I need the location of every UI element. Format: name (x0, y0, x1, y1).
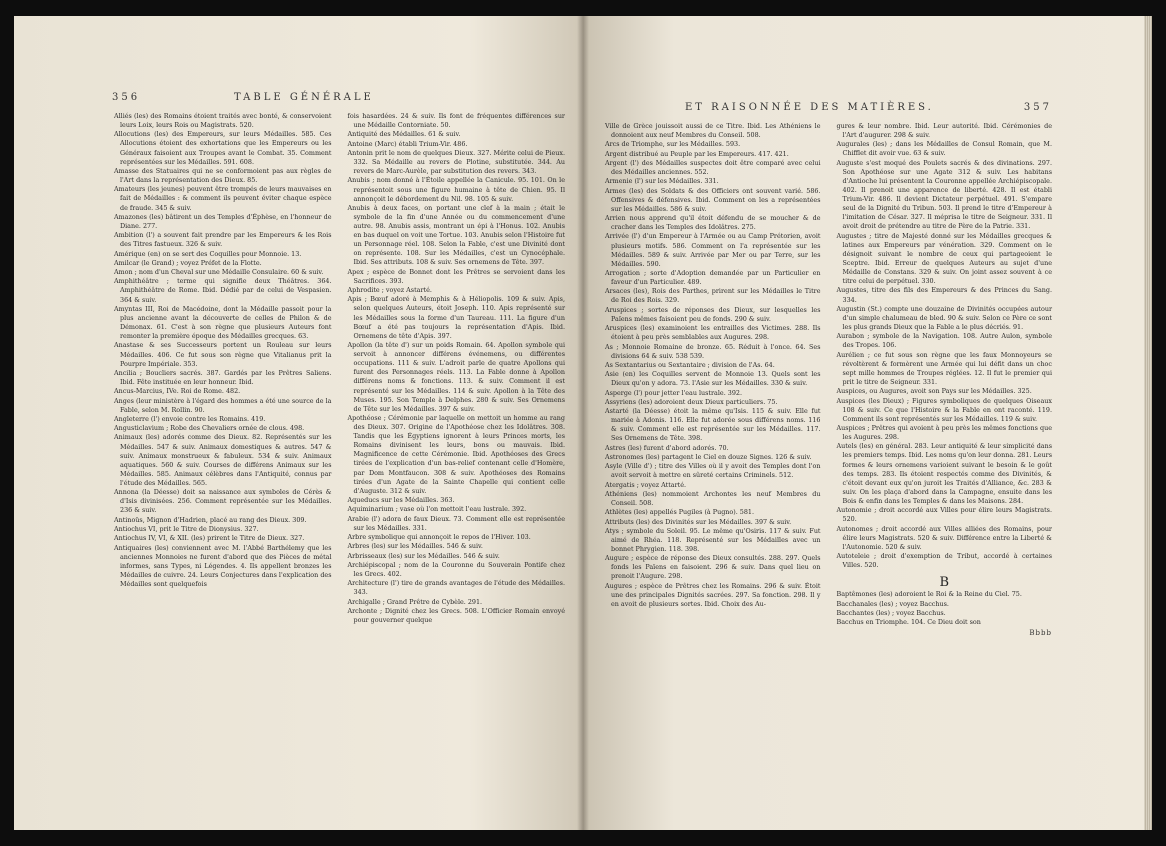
index-entry: Amphithéâtre ; terme qui signifie deux Théâtres. 364. Amphithéâtre de Rome. Ibid. Dédié par de celui de Vespasien. 364 & suiv. (114, 277, 332, 304)
index-entry: Baptêmones (les) adoroient le Roi & la Reine du Ciel. 75. (836, 590, 1022, 599)
index-entry: Amilcar (le Grand) ; voyez Préfet de la Flotte. (114, 258, 262, 267)
index-entry: Antiochus VI, prit le Titre de Dionysius. 327. (114, 524, 259, 533)
index-entry: Astarté (la Déesse) étoit la même qu'Isis. 115 & suiv. Elle fut mariée à Adonis. 116. Elle fut adorée sous différens noms. 116 & suiv. Comment elle est représentée sur les Médailles. 117. Ses Ornemens de Tête. 398. (605, 407, 821, 443)
index-entry: Amon ; nom d'un Cheval sur une Médaille Consulaire. 60 & suiv. (114, 268, 324, 277)
book-spread (14, 16, 1152, 830)
index-entry: Autonomes ; droit accordé aux Villes alliées des Romains, pour élire leurs Magistrats. 520 & suiv. Différence entre la Liberté & l'Autonomie. 520 & suiv. (836, 524, 1052, 551)
index-entry: Asie (en) les Coquilles servent de Monnoie 13. Quels sont les Dieux qu'on y adora. 73. l'Asie sur les Médailles. 330 & suiv. (605, 370, 821, 388)
index-entry: Anubis ; nom donné à l'Étoile appellée la Canicule. 95. 101. On le représentoit sous une figure humaine à tête de Chien. 95. Il annonçoit le débordement du Nil. 98. 105 & suiv. (347, 176, 565, 203)
left-page-number: 356 (112, 92, 141, 103)
index-entry: Arsaces (les), Rois des Parthes, prirent sur les Médailles le Titre de Roi des Rois. 329. (605, 287, 821, 305)
index-entry: Arbrisseaux (les) sur les Médailles. 546 & suiv. (347, 551, 500, 560)
index-entry: Bacchus en Triomphe. 104. Ce Dieu doit son (836, 618, 981, 627)
index-entry: Athéniens (les) nommoient Archontes les neuf Membres du Conseil. 508. (605, 489, 821, 507)
index-entry: Annona (la Déesse) doit sa naissance aux symboles de Cérès & d'Isis divinisées. 256. Comment représentée sur les Médailles. 236 & suiv. (114, 488, 332, 515)
right-column-2-b-entries (837, 590, 1053, 627)
index-entry: Asyle (Ville d') ; titre des Villes où il y avoit des Temples dont l'on avoit servoit à mettre en sûreté certains Criminels. 512. (605, 462, 821, 480)
index-entry: Angleterre (l') envoie contre les Romains. 419. (114, 414, 266, 423)
index-entry: Augure ; espèce de réponse des Dieux consultés. 288. 297. Quels fonds les Païens en faisoient. 296 & suiv. Dans quel lieu on prenoit l'Augure. 298. (605, 554, 821, 581)
index-entry: Amasse des Statuaires qui ne se conformoient pas aux règles de l'Art dans la représentation des Dieux. 85. (114, 166, 332, 185)
index-entry: Asperge (l') pour jetter l'eau lustrale. 392. (605, 388, 742, 397)
index-entry: Antinoüs, Mignon d'Hadrien, placé au rang des Dieux. 309. (114, 515, 307, 524)
index-entry: Attributs (les) des Divinités sur les Médailles. 397 & suiv. (605, 517, 792, 526)
index-entry: Aurabon ; symbole de la Navigation. 108. Autre Aulon, symbole des Tropes. 106. (836, 332, 1052, 350)
page-edge (1144, 16, 1152, 830)
index-entry: Autoteleie ; droit d'exemption de Tribut, accordé à certaines Villes. 520. (836, 552, 1052, 570)
index-entry: Aphrodite ; voyez Astarté. (347, 286, 432, 295)
index-entry: Argent distribué au Peuple par les Empereurs. 417. 421. (605, 149, 789, 158)
index-entry: Auspices ; Prêtres qui avoient à peu près les mêmes fonctions que les Augures. 298. (836, 423, 1052, 442)
index-entry: Astres (les) furent d'abord adorés. 70. (605, 443, 729, 452)
index-entry: Antonin prit le nom de quelques Dieux. 327. Mérite celui de Pieux. 332. Sa Médaille au revers de Plotine, substitutée. 344. Au revers de Marc-Aurèle, par substitution des revers. 343. (347, 148, 565, 176)
index-entry: Bacchanales (les) ; voyez Bacchus. (836, 599, 949, 608)
index-entry: Ancus-Marcius, IVe. Roi de Rome. 482. (114, 387, 241, 396)
index-entry: Anges (leur ministère à l'égard des hommes a été une source de la Fable, selon M. Rollin. 90. (114, 396, 332, 414)
index-entry: Apollon (la tête d') sur un poids Romain. 64. Apollon symbole qui servoit à annoncer différens événemens, ou différentes occupations. 111 & suiv. L'adroit parle de quatre Apollons qui furent des Personnages réels. 113. La Fable donne à Apollon différens noms & fonctions. 113. & suiv. Comment il est représenté sur les Médailles. 114 & suiv. Apollon à la Tête des Muses. 195. Son Temple à Delphes. 280 & suiv. Ses Ornemens de Tête sur les Médailles. 397 & suiv. (347, 341, 565, 413)
index-entry: Arrogation ; sorte d'Adoption demandée par un Particulier en faveur d'un Particulier. 489. (605, 269, 821, 287)
index-entry: Apothéose ; Cérémonie par laquelle on mettoit un homme au rang des Dieux. 307. Origine de l'Apothéose chez les Idolâtres. 308. Tandis que les Égyptiens ignorent à leurs Princes morts, les Romains divinisent les leurs, bons ou mauvais. Ibid. Magnificence de cette Cérémonie. Ibid. Apothéoses des Grecs tirées de l'explication d'un bas-relief contenant celle d'Homère, par Dom Montfaucon. 308 & suiv. Apothéoses des Romains tirées d'un Agate de la Sainte Chapelle qui contient celle d'Auguste. 312 & suiv. (347, 413, 565, 495)
index-entry: As ; Monnoie Romaine de bronze. 65. Réduit à l'once. 64. Ses divisions 64 & suiv. 538 539. (605, 342, 821, 360)
section-letter: B (939, 575, 950, 591)
index-entry: Argent (l') des Médailles suspectes doit être comparé avec celui des Médailles anciennes. 552. (605, 158, 821, 177)
right-running-title: ET RAISONNÉE DES MATIÈRES. (685, 102, 934, 113)
index-entry: Amyntas III, Roi de Macédoine, dont la Médaille passoit pour la plus ancienne avant la découverte de celles de Philon & de Démonax. 61. C'est à son règne que plusieurs Auteurs font remonter la première époque des Médailles grecques. 63. (114, 304, 332, 341)
index-entry: Amérique (en) on se sert des Coquilles pour Monnoie. 13. (114, 249, 302, 258)
index-entry: Apex ; espèce de Bonnet dont les Prêtres se servoient dans les Sacrifices. 393. (347, 267, 565, 285)
index-entry: Apis ; Bœuf adoré à Memphis & à Héliopolis. 109 & suiv. Apis, selon quelques Auteurs, étoit Joseph. 110. Apis représenté sur les Médailles sous la forme d'un Taureau. 111. La figure d'un Bœuf a été pas toujours la représentation d'Apis. Ibid. Ornemens de tête d'Apis. 397. (347, 295, 565, 340)
index-entry: Antiquité des Médailles. 61 & suiv. (347, 130, 461, 139)
index-entry: Arrien nous apprend qu'il étoit défendu de se moucher & de cracher dans les Temples des Idolâtres. 275. (605, 214, 821, 232)
index-entry: Angusticlavium ; Robe des Chevaliers ornée de clous. 498. (114, 424, 305, 433)
index-entry: Augures ; espèce de Prêtres chez les Romains. 296 & suiv. Étoit une des principales Dignités sacrées. 297. Sa fonction. 298. Il y en avoit de plusieurs sortes. Ibid. Choix des Au- (605, 581, 821, 608)
book-spine (577, 16, 589, 830)
right-page (583, 16, 1152, 830)
index-entry: Arcs de Triomphe, sur les Médailles. 593. (605, 140, 741, 149)
index-entry: Auspices (les Dieux) ; Figures symboliques de quelques Oiseaux 108 & suiv. Ce que l'Histoire & la Fable en ont raconté. 119. Comment ils sont représentés sur les Médailles. 119 & suiv. (836, 396, 1052, 423)
left-page (14, 16, 583, 830)
index-entry: Armenie (l') sur les Médailles. 331. (605, 177, 719, 186)
left-column-2 (348, 112, 566, 625)
index-entry: Ambition (l') a souvent fait prendre par les Empereurs & les Rois des Titres fastueux. 326 & suiv. (114, 231, 332, 249)
index-entry: Athlètes (les) appellés Pugiles (à Pugno). 581. (605, 508, 755, 517)
index-entry: Astronomes (les) partagent le Ciel en douze Signes. 126 & suiv. (605, 452, 812, 461)
index-entry: Armes (les) des Soldats & des Officiers ont souvent varié. 586. Offensives & défensives. Ibid. Comment on les a représentées sur les Médailles. 586 & suiv. (605, 186, 821, 213)
left-column-1 (114, 112, 332, 625)
index-entry: Augurales (les) ; dans les Médailles de Consul Romain, que M. Chifflet dit avoir vue. 63 & suiv. (836, 140, 1052, 158)
index-entry: Arbre symbolique qui annonçoit le repos de l'Hiver. 103. (347, 532, 531, 541)
index-entry: Ville de Grèce jouissoit aussi de ce Titre. Ibid. Les Athéniens le donnoient aux neuf Membres du Conseil. 508. (605, 122, 821, 140)
index-entry: fois hasardées. 24 & suiv. Ils font de fréquentes différences sur une Médaille Contorniate. 50. (347, 112, 565, 130)
index-entry: Arrivée (l') d'un Empereur à l'Armée ou au Camp Prétorien, avoit plusieurs motifs. 586. Comment on l'a représentée sur les Médailles. 589 & suiv. Arrivée par Mer ou par Terre, sur les Médailles. 590. (605, 232, 821, 268)
index-entry: Aurélien ; ce fut sous son règne que les faux Monnoyeurs se révoltèrent & formèrent une Armée qui lui défit dans un choc sept mille hommes de Troupes réglées. 12. Il fut le premier qui prit le titre de Seigneur. 331. (836, 350, 1052, 386)
index-entry: Allocutions (les) des Empereurs, sur leurs Médailles. 585. Ces Allocutions étoient des exhortations que les Empereurs ou les Généraux faisoient aux Troupes avant le Combat. 35. Comment représentées sur les Médailles. 591. 608. (114, 130, 332, 166)
index-entry: Autonomie ; droit accordé aux Villes pour élire leurs Magistrats. 520. (836, 506, 1052, 524)
index-entry: Arbres (les) sur les Médailles. 546 & suiv. (347, 542, 483, 551)
left-running-title: TABLE GÉNÉRALE (234, 92, 374, 103)
index-entry: Antoine (Marc) établi Trium-Vir. 486. (347, 139, 468, 148)
index-entry: Augustin (St.) compte une douzaine de Divinités occupées autour d'un simple chalumeau de bled. 90 & suiv. Selon ce Père ce sont les plus grands Dieux que la Fable a le plus décriés. 91. (836, 304, 1052, 331)
index-entry: Amateurs (les jeunes) peuvent être trompés de leurs mauvaises en fait de Médailles : & comment ils peuvent éviter chaque espèce de fraude. 345 & suiv. (114, 185, 332, 212)
index-entry: Aruspices (les) examinoient les entrailles des Victimes. 288. Ils étoient à peu près semblables aux Augures. 298. (605, 324, 821, 342)
index-entry: Bacchantes (les) ; voyez Bacchus. (836, 608, 946, 617)
index-entry: Arabie (l') adora de faux Dieux. 73. Comment elle est représentée sur les Médailles. 331. (347, 514, 565, 532)
left-columns (114, 112, 565, 625)
index-entry: Aquiminarium ; vase où l'on mettoit l'eau lustrale. 392. (347, 505, 527, 514)
index-entry: Amazones (les) bâtirent un des Temples d'Éphèse, en l'honneur de Diane. 277. (114, 212, 332, 230)
index-entry: Augustes ; titre de Majesté donné sur les Médailles grecques & latines aux Empereurs par vénération. 329. Comment on le désignoit suivant le nombre de ceux qui partageoient le Sceptre. Ibid. Erreur de quelques Auteurs au sujet d'une Médaille de Constans. 329 & suiv. On joint assez souvent à ce titre celui de perpétuel. 330. (836, 231, 1052, 286)
index-entry: Aruspices ; sortes de réponses des Dieux, sur lesquelles les Païens mêmes faisoient peu de fonds. 290 & suiv. (605, 305, 821, 323)
index-entry: Archonte ; Dignité chez les Grecs. 508. L'Officier Romain envoyé pour gouverner quelque (347, 606, 565, 624)
right-columns (605, 122, 1052, 638)
index-entry: Aqueducs sur les Médailles. 363. (347, 496, 455, 504)
index-entry: Auspices, ou Augures, avoit son Pays sur les Médailles. 325. (836, 387, 1032, 396)
index-entry: Animaux (les) adorés comme des Dieux. 82. Représentés sur les Médailles. 547 & suiv. Animaux domestiques & autres. 547 & suiv. Animaux monstrueux & fabuleux. 534 & suiv. Animaux aquatiques. 560 & suiv. Courses de différens Animaux sur les Médailles. 585. Animaux célèbres dans l'Antiquité, connus par l'étude des Médailles. 565. (114, 433, 332, 487)
index-entry: Anubis à deux faces, on portant une clef à la main ; était le symbole de la fin d'une Année ou du commencement d'une autre. 98. Anubis assis, montrant un épi à l'Honus. 102. Anubis en bas duquel on voit une Tortue. 103. Anubis selon l'Histoire fut un Personnage réel. 108. Selon la Fable, c'est une Divinité dont on représente. 108. Sur les Médailles, c'est un Cynocéphale. Ibid. Ses attributs. 108 & suiv. Ses ornemens de Tête. 397. (347, 203, 565, 267)
index-entry: Antiquaires (les) conviennent avec M. l'Abbé Barthélemy que les anciennes Monnoies ne furent d'abord que des Pièces de métal informes, sans Types, ni Légendes. 4. Ils appellent bronzes les Médailles de cuivre. 24. Leurs Conjectures dans l'explication des Médailles sont quelquefois (114, 543, 332, 588)
index-entry: Ancilia ; Boucliers sacrés. 387. Gardés par les Prêtres Saliens. Ibid. Fête instituée en leur honneur. Ibid. (114, 368, 332, 386)
index-entry: Alliés (les) des Romains étoient traités avec bonté, & conservoient leurs Loix, leurs Rois ou Magistrats. 520. (114, 112, 332, 130)
index-entry: Atergatis ; voyez Attarté. (605, 480, 687, 489)
index-entry: Archiépiscopal ; nom de la Couronne du Souverain Pontife chez les Grecs. 402. (347, 560, 565, 578)
right-column-2-entries (837, 122, 1053, 570)
index-entry: Anastase & ses Successeurs portent un Rouleau sur leurs Médailles. 406. Ce fut sous son règne que Vitalianus prit la Pourpre Impériale. 353. (114, 341, 332, 368)
right-page-number: 357 (1023, 102, 1052, 113)
index-entry: Archigalle ; Grand Prêtre de Cybèle. 291. (347, 597, 483, 606)
right-column-2 (837, 122, 1053, 638)
index-entry: gures & leur nombre. Ibid. Leur autorité. Ibid. Cérémonies de l'Art d'augurer. 298 & suiv. (836, 122, 1052, 140)
index-entry: Auguste s'est moqué des Poulets sacrés & des divinations. 297. Son Apothéose sur une Agate 312 & suiv. Les habitans d'Antioche lui présentent la Couronne appellée Archiépiscopale. 402. Il prenoit une apparence de liberté. 428. Il est établi Trium-Vir. 486. Il devient Dictateur perpétuel. 491. S'empare seul de la Dignité du Tribun. 503. Il prend le titre d'Empereur à l'imitation de César. 327. Il méprisa le titre de Seigneur. 331. Il avoit droit de prétendre au titre de Père de la Patrie. 331. (836, 158, 1052, 231)
index-entry: Architecture (l') tire de grands avantages de l'étude des Médailles. 343. (347, 579, 565, 597)
signature-mark: Bbbb (1029, 629, 1052, 638)
index-entry: Autels (les) en général. 283. Leur antiquité & leur simplicité dans les premiers temps. Ibid. Les noms qu'on leur donna. 281. Leurs formes & leurs ornemens varioient suivant le besoin & le goût des temps. 283. Ils étoient respectés comme des Divinités, & c'étoit devant eux qu'on juroit les Traités d'Alliance, &c. 283 & suiv. On les plaça d'abord dans la Campagne, ensuite dans les Bois & enfin dans les Temples & dans les Maisons. 284. (836, 442, 1052, 505)
index-entry: Augustes, titre des fils des Empereurs & des Princes du Sang. 334. (836, 286, 1052, 304)
index-entry: Antiochus IV, VI, & XII. (les) prirent le Titre de Dieux. 327. (114, 534, 305, 543)
index-entry: Assyriens (les) adoroient deux Dieux particuliers. 75. (605, 397, 778, 406)
right-column-1 (605, 122, 821, 638)
index-entry: Atys ; symbole du Soleil. 95. Le même qu'Osiris. 117 & suiv. Fut aimé de Rhéa. 118. Représenté sur les Médailles avec un bonnet Phrygien. 118. 398. (605, 526, 821, 553)
index-entry: As Sextantarius ou Sextantaire ; division de l'As. 64. (605, 360, 775, 369)
